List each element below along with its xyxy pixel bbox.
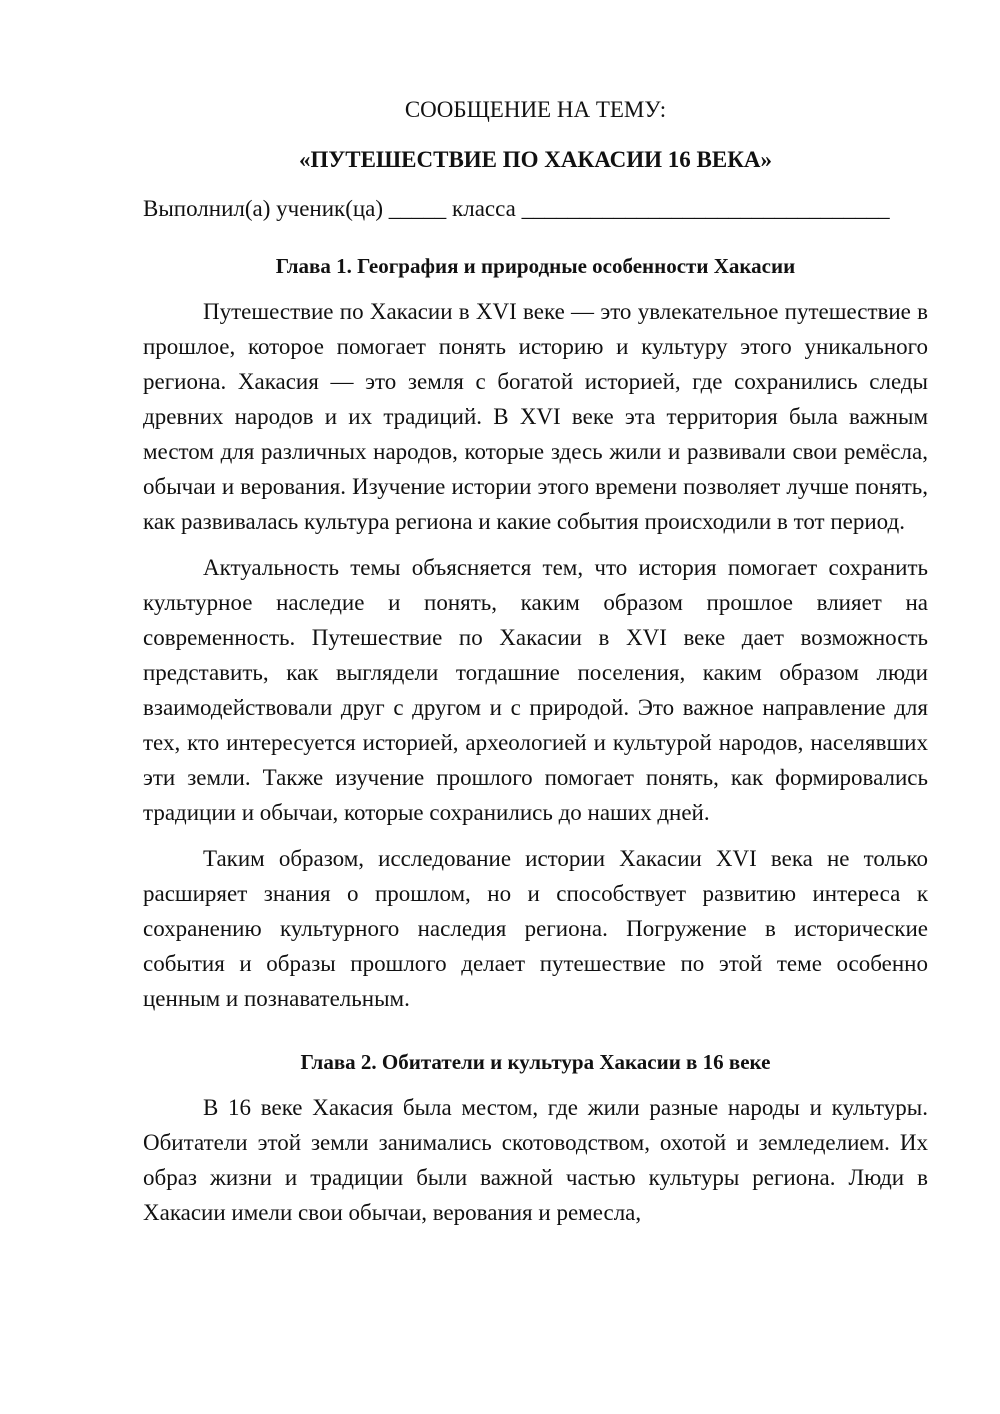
paragraph: Путешествие по Хакасии в XVI веке — это увлекательное путешествие в прошлое, которое помогает понять историю и культуру этого уникального региона. Хакасия — это земля с богатой историей, где сохранились следы древних народов и их традиций. В XVI веке эта территория была важным местом для различных народов, которые здесь жили и развивали свои ремёсла, обычаи и верования. Изучение истории этого времени позволяет лучше понять, как развивалась культура региона и какие события происходили в тот период. (143, 299, 928, 534)
document-title: СООБЩЕНИЕ НА ТЕМУ: (404, 97, 667, 122)
chapter-1 (143, 248, 928, 1016)
chapter-heading: Глава 1. География и природные особенности Хакасии (275, 254, 796, 278)
paragraph: Актуальность темы объясняется тем, что история помогает сохранить культурное наследие и понять, каким образом прошлое влияет на современность. Путешествие по Хакасии в XVI веке дает возможность представить, как выглядели тогдашние поселения, каким образом люди взаимодействовали друг с другом и с природой. Это важное направление для тех, кто интересуется историей, археологией и культурой народов, населявших эти земли. Также изучение прошлого помогает понять, как формировались традиции и обычаи, которые сохранились до наших дней. (143, 555, 928, 825)
chapter-2 (143, 1044, 928, 1230)
paragraph: Таким образом, исследование истории Хакасии XVI века не только расширяет знания о прошлом, но и способствует развитию интереса к сохранению культурного наследия региона. Погружение в исторические события и образы прошлого делает путешествие по этой теме особенно ценным и познавательным. (143, 846, 928, 1011)
paragraph: В 16 веке Хакасия была местом, где жили разные народы и культуры. Обитатели этой земли занимались скотоводством, охотой и земледелием. Их образ жизни и традиции были важной частью культуры региона. Люди в Хакасии имели свои обычаи, верования и ремесла, (143, 1095, 928, 1225)
document-subtitle: «ПУТЕШЕСТВИЕ ПО ХАКАСИИ 16 ВЕКА» (298, 147, 773, 172)
author-line: Выполнил(а) ученик(ца) _____ класса ________________________________ (143, 196, 890, 221)
document-page (143, 92, 928, 1230)
chapter-heading: Глава 2. Обитатели и культура Хакасии в 16 веке (300, 1050, 771, 1074)
